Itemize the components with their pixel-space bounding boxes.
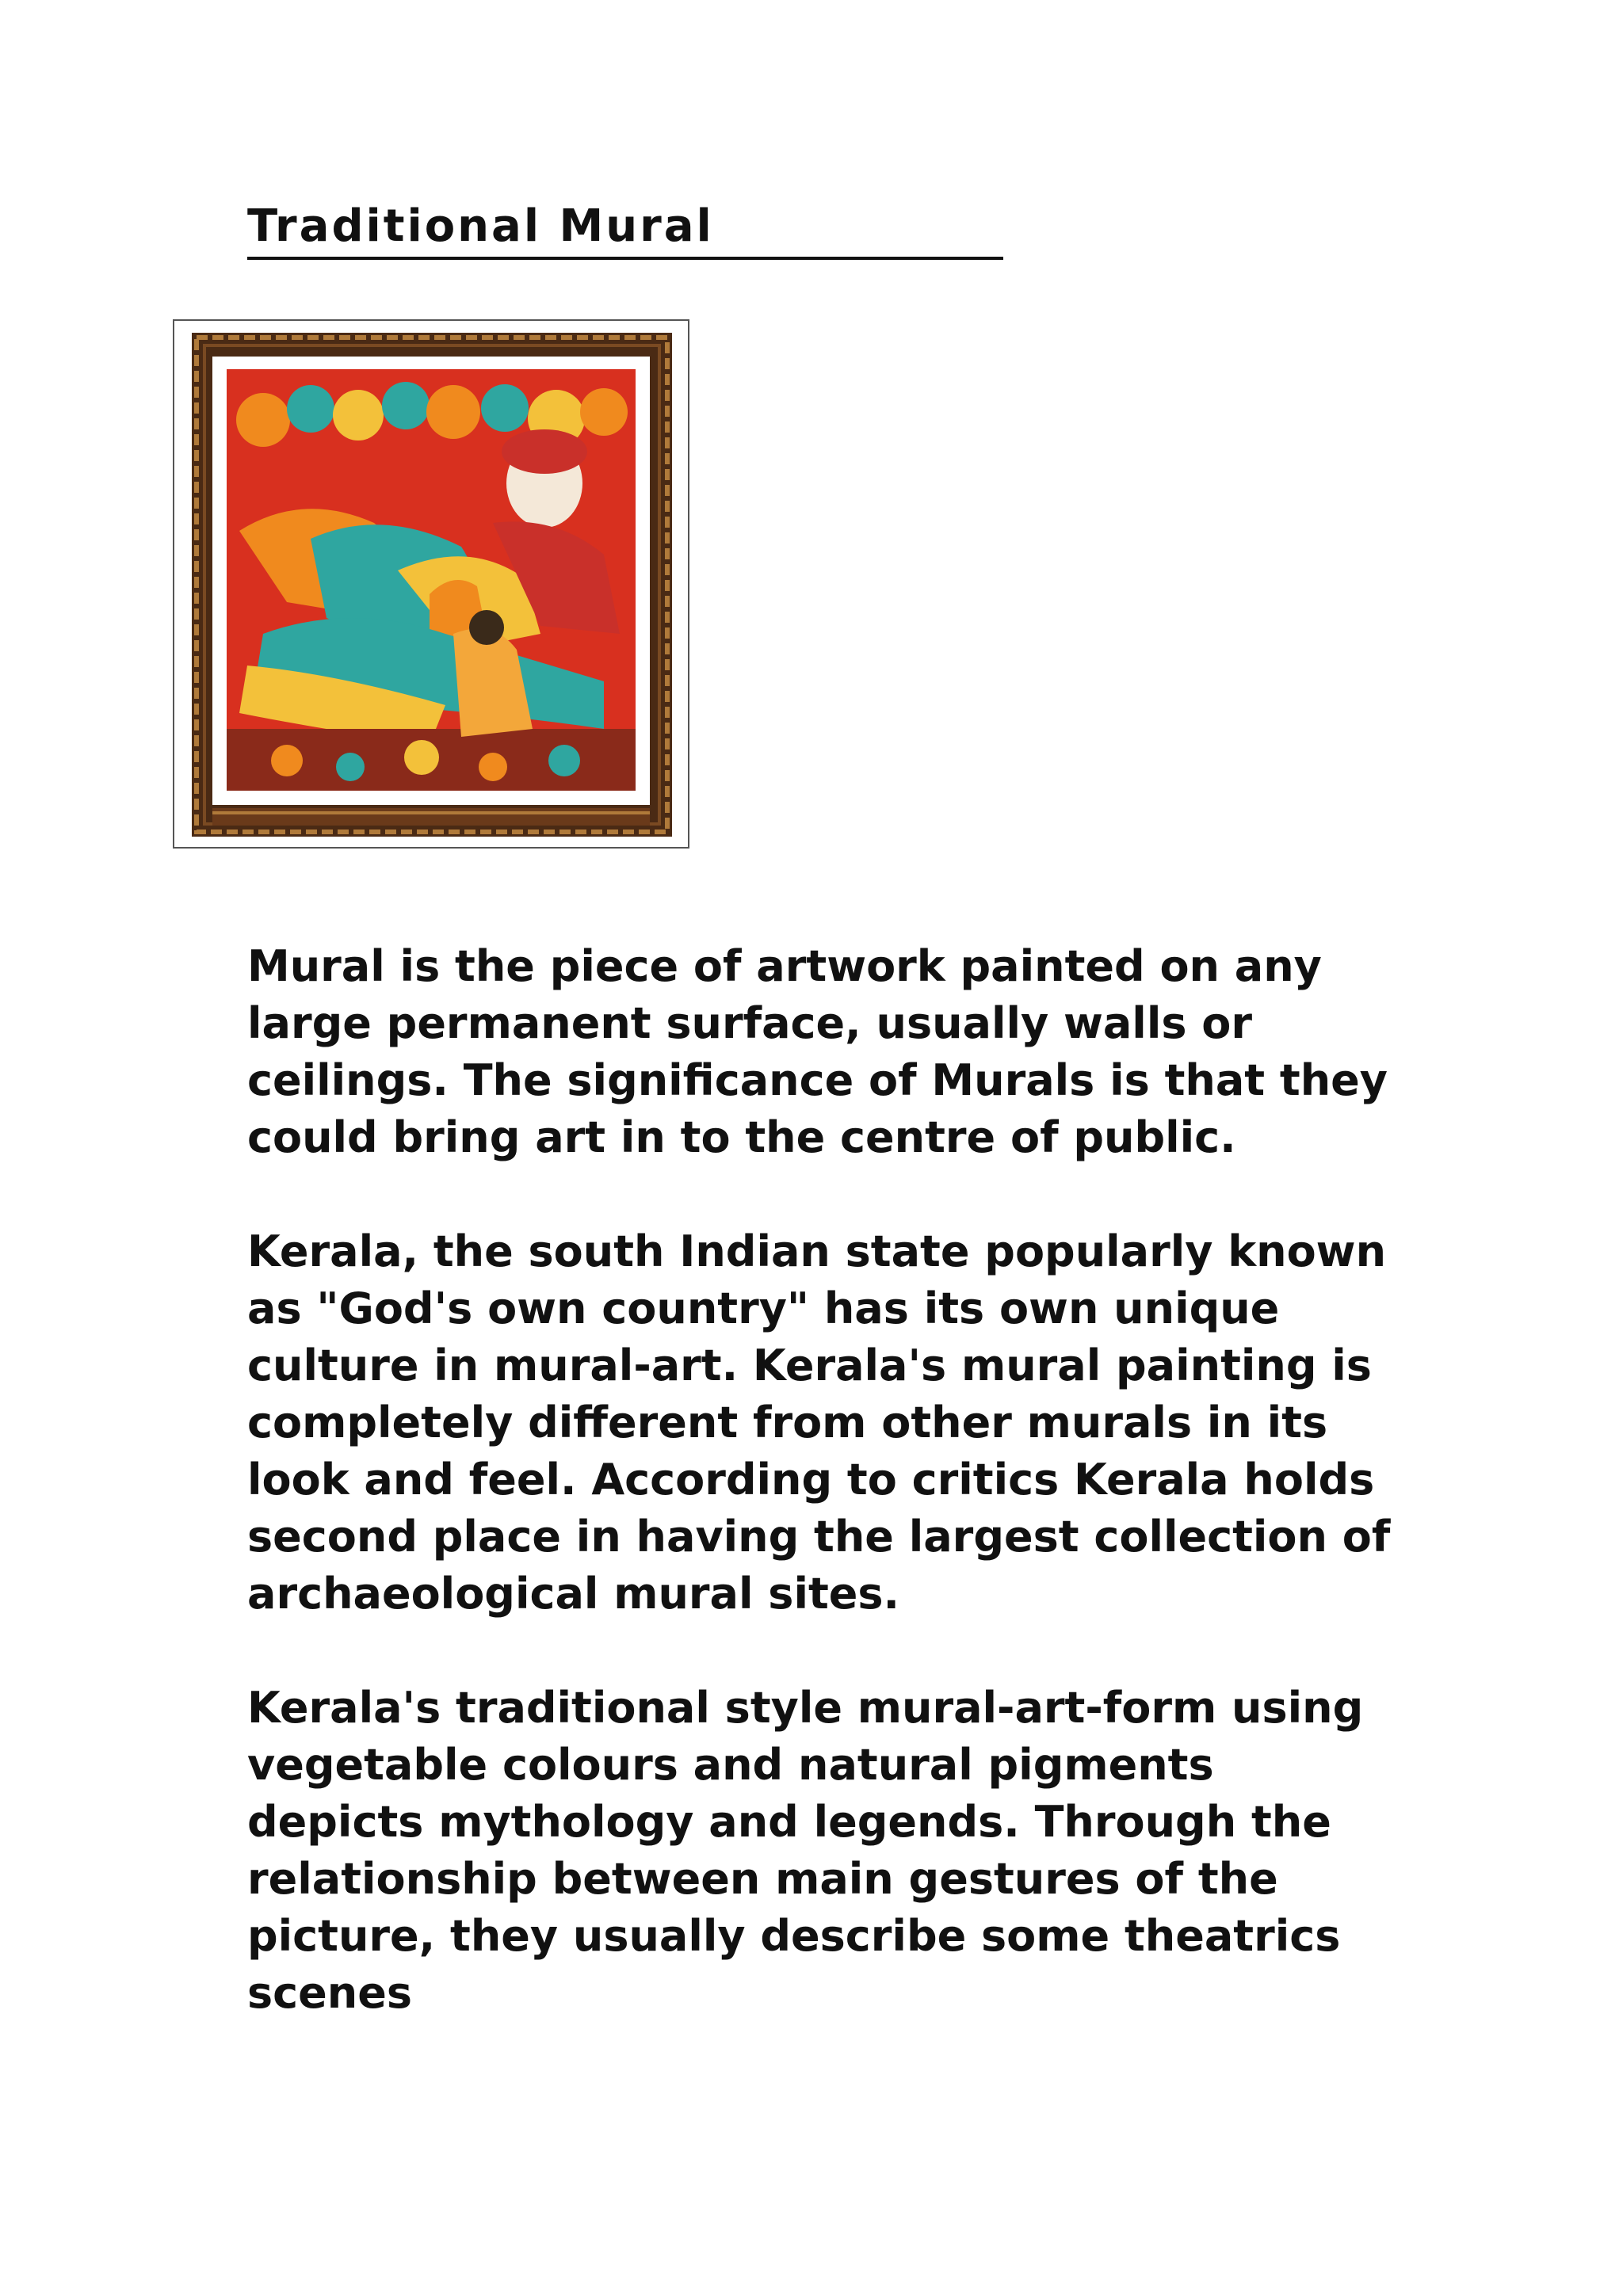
page-title: Traditional Mural bbox=[247, 196, 1003, 260]
paragraph-3: Kerala's traditional style mural-art-form using vegetable colours and natural pigments depicts mythology and legends. Through the relationship between main gestures of the picture, they usually describe some theatrics scenes bbox=[247, 1683, 1364, 2018]
mural-image bbox=[173, 319, 689, 849]
body-text bbox=[247, 938, 1404, 2079]
mural-painting-illustration bbox=[192, 333, 672, 837]
paragraph-2: Kerala, the south Indian state popularly known as "God's own country" has its own unique culture in mural-art. Kerala's mural painting is completely different from other murals in its look and feel. According to critics Kerala holds second place in having the largest collection of archaeological mural sites. bbox=[247, 1226, 1391, 1619]
paragraph-1: Mural is the piece of artwork painted on any large permanent surface, usually walls or ceilings. The significance of Murals is that they could bring art in to the centre of public. bbox=[247, 941, 1388, 1162]
